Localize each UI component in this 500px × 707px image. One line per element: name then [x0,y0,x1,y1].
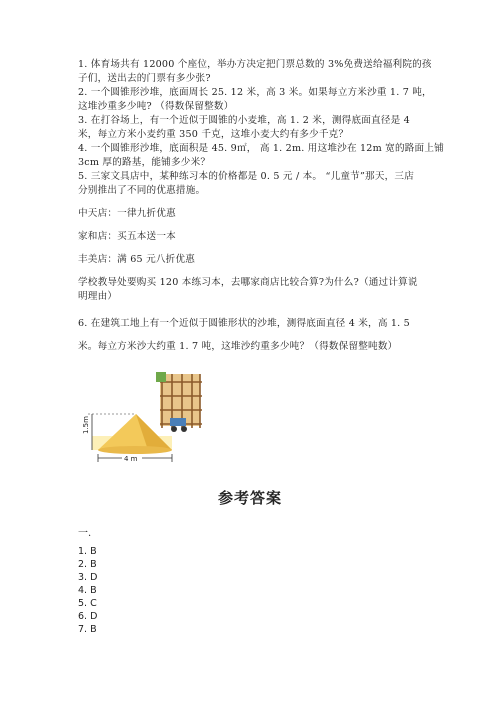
q6-line-1: 6. 在建筑工地上有一个近似于圆锥形状的沙堆，测得底面直径 4 米，高 1. 5 [78,318,410,329]
tree [156,372,166,382]
q2-line-1: 2. 一个圆锥形沙堆，底面周长 25. 12 米，高 3 米。如果每立方米沙重 1. 7 吨， [78,87,432,98]
q1-line-2: 子们，送出去的门票有多少张? [78,73,211,84]
q4-line-2: 3cm 厚的路基，能铺多少米？ [78,157,211,168]
q6-line-2: 米。每立方米沙大约重 1. 7 吨，这堆沙约重多少吨？（得数保留整吨数） [78,341,398,352]
height-label: 1.5m [82,416,90,434]
sand-pile-illustration [78,372,208,467]
q5-question-line-1: 学校教导处要购买 120 本练习本，去哪家商店比较合算?为什么?（通过计算说 [78,277,418,288]
q2-line-2: 这堆沙重多少吨? （得数保留整数） [78,101,234,112]
q5-line-1: 5. 三家文具店中，某种练习本的价格都是 0. 5 元 / 本。 “儿童节”那天，三店 [78,171,415,182]
q3-line-1: 3. 在打谷场上，有一个近似于圆锥的小麦堆，高 1. 2 米，测得底面直径是 4 [78,115,410,126]
answer-item-7: 7. B [78,624,97,635]
width-label: 4 m [124,455,138,463]
answer-item-3: 3. D [78,572,98,583]
answer-item-4: 4. B [78,585,97,596]
store-offer-3: 丰美店：满 65 元八折优惠 [78,254,196,265]
q1-line-1: 1. 体育场共有 12000 个座位，举办方决定把门票总数的 3%免费送给福利院的孩 [78,59,432,70]
q5-question-line-2: 明理由） [78,291,118,302]
sand-pile-figure [78,372,208,467]
answer-item-2: 2. B [78,559,97,570]
q3-line-2: 米，每立方米小麦约重 350 千克，这堆小麦大约有多少千克？ [78,129,349,140]
answer-item-1: 1. B [78,546,97,557]
answer-title: 参考答案 [217,489,282,507]
answer-item-5: 5. C [78,598,97,609]
q4-line-1: 4. 一个圆锥形沙堆，底面积是 45. 9㎡， 高 1. 2m. 用这堆沙在 12m 宽的路面上铺 [78,143,444,154]
cart [170,418,186,426]
store-offer-1: 中天店：一律九折优惠 [78,208,176,219]
store-offer-2: 家和店：买五本送一本 [78,231,176,242]
answer-item-6: 6. D [78,611,98,622]
q5-line-2: 分别推出了不同的优惠措施。 [78,185,206,196]
section-label: 一. [78,528,92,539]
